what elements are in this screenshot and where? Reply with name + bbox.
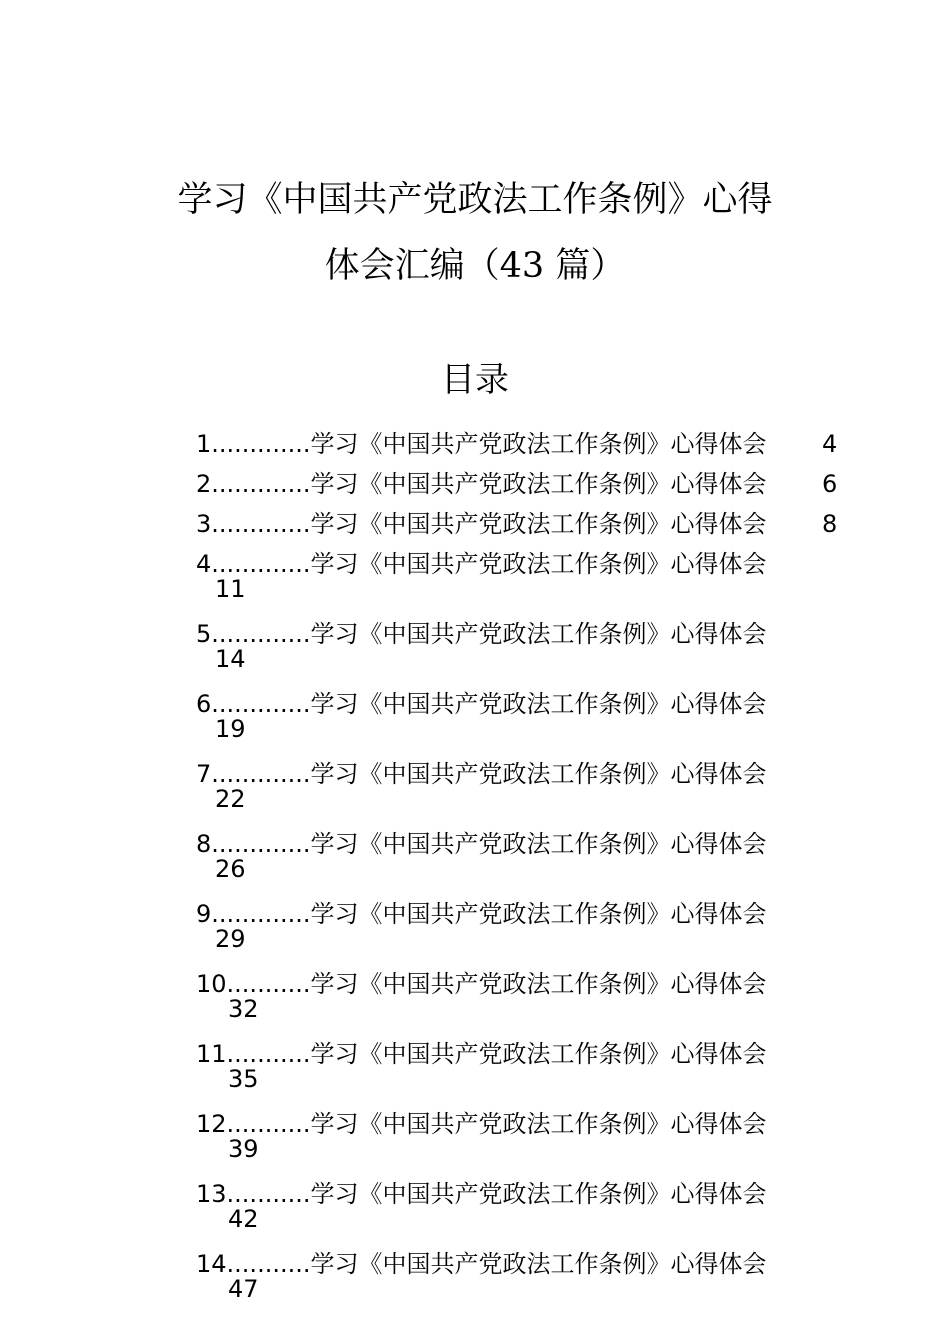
toc-entry[interactable]	[196, 464, 896, 504]
toc-entry-leader: .............	[211, 510, 311, 538]
toc-entry-leader: ...........	[226, 1110, 311, 1138]
toc-entry-title: 学习《中国共产党政法工作条例》心得体会	[310, 690, 767, 718]
toc-entry-page: 8	[822, 510, 838, 538]
toc-entry-page: 47	[228, 1275, 259, 1303]
toc-entry-page: 32	[228, 995, 259, 1023]
toc-entry-leader: .............	[211, 900, 311, 928]
toc-entry-page: 6	[822, 470, 838, 498]
toc-entry-number: 4	[196, 550, 212, 578]
toc-entry-page: 35	[228, 1065, 259, 1093]
toc-entry-number: 3	[196, 510, 212, 538]
toc-entry-page: 42	[228, 1205, 259, 1233]
toc-entry-title: 学习《中国共产党政法工作条例》心得体会	[310, 760, 767, 788]
toc-entry-page: 22	[215, 785, 246, 813]
toc-entry-title: 学习《中国共产党政法工作条例》心得体会	[310, 430, 767, 458]
toc-entry-leader: ...........	[226, 1250, 311, 1278]
toc-entry-title: 学习《中国共产党政法工作条例》心得体会	[310, 1110, 767, 1138]
toc-entry[interactable]	[196, 1244, 896, 1314]
toc-entry-number: 10	[196, 970, 227, 998]
toc-entry-number: 11	[196, 1040, 227, 1068]
toc-entry[interactable]	[196, 1174, 896, 1244]
toc-entry-number: 13	[196, 1180, 227, 1208]
toc-entry-number: 2	[196, 470, 212, 498]
toc-entry-page: 11	[215, 575, 246, 603]
toc-entry-number: 8	[196, 830, 212, 858]
document-title-line-2: 体会汇编（43 篇）	[324, 246, 626, 286]
toc-entry[interactable]	[196, 614, 896, 684]
toc-entry-leader: .............	[211, 760, 311, 788]
toc-entry-title: 学习《中国共产党政法工作条例》心得体会	[310, 470, 767, 498]
toc-entry-page: 26	[215, 855, 246, 883]
toc-entry-leader: ...........	[226, 1180, 311, 1208]
toc-entry-title: 学习《中国共产党政法工作条例》心得体会	[310, 1180, 767, 1208]
toc-entry-number: 7	[196, 760, 212, 788]
toc-entry-leader: .............	[211, 620, 311, 648]
toc-entry-number: 9	[196, 900, 212, 928]
toc-entry[interactable]	[196, 424, 896, 464]
toc-entry-title: 学习《中国共产党政法工作条例》心得体会	[310, 970, 767, 998]
toc-entry-page: 14	[215, 645, 246, 673]
toc-entry-number: 5	[196, 620, 212, 648]
toc-entry-title: 学习《中国共产党政法工作条例》心得体会	[310, 550, 767, 578]
toc-entry-leader: .............	[211, 470, 311, 498]
toc-entry[interactable]	[196, 1104, 896, 1174]
toc-entry-leader: .............	[211, 430, 311, 458]
toc-entry-title: 学习《中国共产党政法工作条例》心得体会	[310, 1040, 767, 1068]
toc-entry-page: 19	[215, 715, 246, 743]
table-of-contents	[196, 424, 896, 1314]
toc-entry[interactable]	[196, 504, 896, 544]
toc-entry-page: 39	[228, 1135, 259, 1163]
toc-entry-leader: ...........	[226, 1040, 311, 1068]
toc-entry-leader: .............	[211, 830, 311, 858]
toc-entry-title: 学习《中国共产党政法工作条例》心得体会	[310, 510, 767, 538]
toc-entry-leader: .............	[211, 550, 311, 578]
toc-entry-page: 4	[822, 430, 838, 458]
toc-entry-title: 学习《中国共产党政法工作条例》心得体会	[310, 1250, 767, 1278]
toc-entry[interactable]	[196, 544, 896, 614]
toc-entry-number: 6	[196, 690, 212, 718]
toc-entry[interactable]	[196, 684, 896, 754]
toc-entry[interactable]	[196, 894, 896, 964]
toc-entry-number: 12	[196, 1110, 227, 1138]
toc-heading: 目录	[441, 360, 509, 400]
document-title-line-1: 学习《中国共产党政法工作条例》心得	[177, 180, 773, 220]
toc-entry-leader: ...........	[226, 970, 311, 998]
toc-entry-number: 1	[196, 430, 212, 458]
toc-entry-leader: .............	[211, 690, 311, 718]
toc-entry[interactable]	[196, 754, 896, 824]
toc-entry[interactable]	[196, 964, 896, 1034]
toc-entry[interactable]	[196, 1034, 896, 1104]
toc-entry-title: 学习《中国共产党政法工作条例》心得体会	[310, 620, 767, 648]
toc-entry-title: 学习《中国共产党政法工作条例》心得体会	[310, 900, 767, 928]
toc-entry-title: 学习《中国共产党政法工作条例》心得体会	[310, 830, 767, 858]
toc-entry-number: 14	[196, 1250, 227, 1278]
toc-entry-page: 29	[215, 925, 246, 953]
toc-entry[interactable]	[196, 824, 896, 894]
